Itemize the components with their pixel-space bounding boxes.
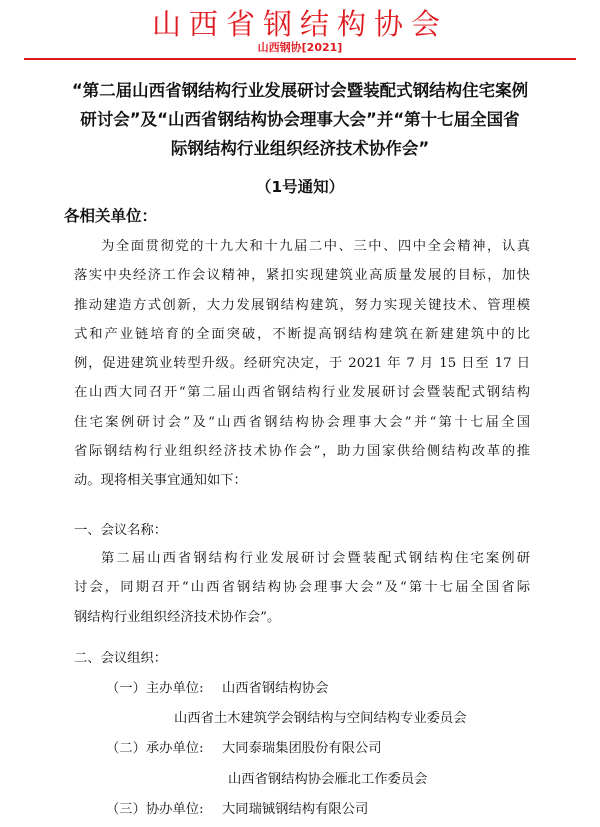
paragraph-line: 式和产业链培育的全面突破，不断提高钢结构建筑在新建建筑中的比 — [74, 326, 530, 342]
host-org: 山西省钢结构协会 — [222, 681, 329, 696]
organizer-org: 大同泰瑞集团股份有限公司 — [222, 741, 382, 756]
paragraph-line: 在山西大同召开“第二届山西省钢结构行业发展研讨会暨装配式钢结构 — [74, 385, 530, 401]
host-label: （一）主办单位: — [106, 681, 204, 696]
host-org: 山西省土木建筑学会钢结构与空间结构专业委员会 — [174, 711, 467, 726]
paragraph-line: 动。现将相关事宜通知如下： — [74, 473, 247, 489]
letterhead-divider — [24, 58, 576, 60]
notice-number: （1号通知） — [255, 178, 345, 196]
paragraph-line: 住宅案例研讨会”及“山西省钢结构协会理事大会”并“第十七届全国 — [74, 414, 530, 430]
paragraph-line: 推动建造方式创新，大力发展钢结构建筑，努力实现关键技术、管理模 — [74, 297, 530, 313]
paragraph-line: 为全面贯彻党的十九大和十九届二中、三中、四中全会精神，认真 — [101, 239, 530, 254]
title-line: 际钢结构行业组织经济技术协作会” — [170, 139, 430, 158]
paragraph-line: 落实中央经济工作会议精神，紧扣实现建筑业高质量发展的目标，加快 — [74, 268, 530, 284]
paragraph-line: 钢结构行业组织经济技术协作会”。 — [74, 609, 281, 625]
meeting-name-paragraph — [74, 544, 530, 632]
document-number: 山西钢协[2021] — [257, 41, 343, 54]
salutation: 各相关单位： — [64, 207, 158, 225]
organizer-org: 山西省钢结构协会雁北工作委员会 — [228, 772, 428, 787]
section-heading-organization: 二、会议组织： — [74, 651, 168, 666]
document-title — [0, 76, 600, 163]
co-organizer-org: 大同瑞铖钢结构有限公司 — [222, 802, 369, 817]
title-line: 研讨会”及“山西省钢结构协会理事大会”并“第十七届全国省 — [80, 110, 520, 129]
section-heading-meeting-name: 一、会议名称： — [74, 523, 168, 538]
intro-paragraph — [74, 232, 530, 496]
co-organizer-label: （三）协办单位: — [106, 802, 204, 817]
paragraph-line: 讨会，同期召开“山西省钢结构协会理事大会”及“第十七届全国省际 — [74, 580, 530, 596]
paragraph-line: 第二届山西省钢结构行业发展研讨会暨装配式钢结构住宅案例研 — [101, 551, 530, 566]
title-line: “第二届山西省钢结构行业发展研讨会暨装配式钢结构住宅案例 — [71, 81, 529, 100]
paragraph-line: 省际钢结构行业组织经济技术协作会”，助力国家供给侧结构改革的推 — [74, 444, 530, 460]
org-letterhead: 山西省钢结构协会 — [151, 7, 448, 41]
organizer-label: （二）承办单位: — [106, 741, 204, 756]
paragraph-line: 例，促进建筑业转型升级。经研究决定，于 2021 年 7 月 15 日至 17 日 — [74, 356, 530, 372]
